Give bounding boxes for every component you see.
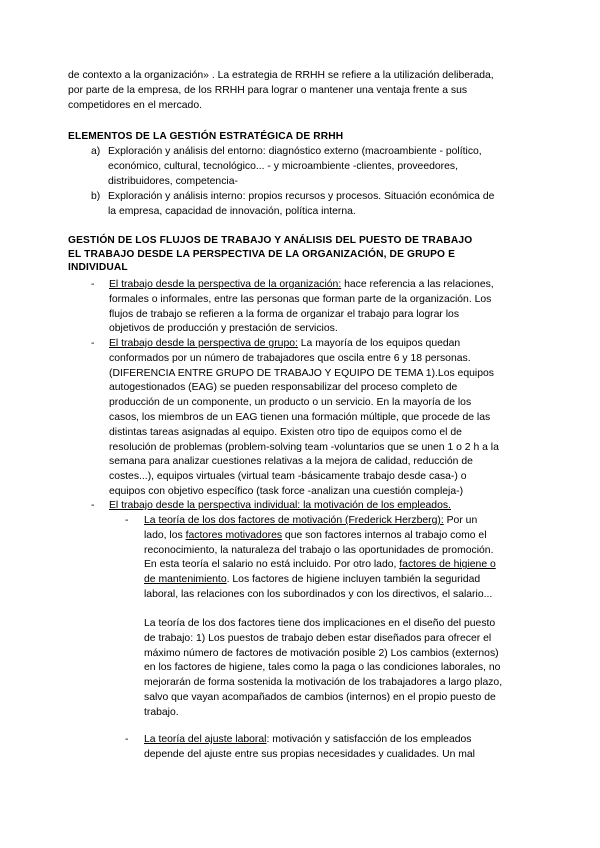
heading-line: GESTIÓN DE LOS FLUJOS DE TRABAJO Y ANÁLISIS DEL PUESTO DE TRABAJO	[68, 235, 473, 246]
paragraph-line: en los factores de higiene, tales como la paga o las condiciones laborales, no	[144, 662, 501, 674]
sub-bullet-text: que son factores internos al trabajo como el	[282, 529, 487, 541]
sub-bullet-text: lado, los	[144, 529, 186, 541]
intro-paragraph	[68, 69, 494, 113]
sub-bullet-text: . Los factores de higiene incluyen también la seguridad	[226, 574, 481, 586]
bullet-marker: -	[91, 279, 95, 290]
bullet-line: resolución de problemas (problem-solving team -voluntarios que se unen 1 o 2 h a la	[109, 441, 499, 453]
bullet-grupo	[91, 337, 499, 500]
bullet-marker: -	[91, 500, 95, 511]
list-item-line: económico, cultural, tecnológico... - y microambiente -clientes, proveedores,	[108, 160, 458, 172]
sub-bullet-text: En esta teoría el salario no está incluido. Por otro lado,	[144, 559, 400, 571]
sub-bullet-text: Por un	[443, 515, 478, 526]
list-item-line: Exploración y análisis interno: propios recursos y procesos. Situación económica de	[108, 191, 495, 202]
bullet-line: equipos con objetivo específico (task force -analizan una cuestión compleja-)	[109, 485, 464, 497]
bullet-line: distintas tareas asignadas al equipo. Existen otro tipo de equipos como el de	[109, 426, 462, 438]
heading-line: EL TRABAJO DESDE LA PERSPECTIVA DE LA ORGANIZACIÓN, DE GRUPO E	[68, 248, 456, 260]
paragraph-line: mejorarán de forma sostenida la motivación de los trabajadores a largo plazo,	[144, 677, 503, 689]
herzberg-implications	[144, 617, 502, 721]
list-item-a	[91, 145, 482, 189]
paragraph-line: máximo número de factores de motivación posible 2) Los cambios (externos)	[144, 647, 499, 659]
sub-bullet-title: La teoría del ajuste laboral	[144, 734, 267, 745]
list-marker: b)	[91, 191, 101, 202]
paragraph-line: La teoría de los dos factores tiene dos implicaciones en el diseño del puesto	[144, 618, 496, 629]
sub-bullet-line: laboral, las relaciones con los subordinados y con los directivos, el salario...	[144, 588, 493, 600]
list-item-line: la empresa, capacidad de innovación, política interna.	[108, 205, 356, 217]
bullet-line: semana para analizar cuestiones relativas a la mejora de calidad, reducción de	[109, 456, 473, 468]
sub-bullet-title: La teoría de los dos factores de motivación (Frederick Herzberg):	[144, 515, 444, 526]
term-factores-higiene: factores de higiene o	[399, 559, 496, 571]
bullet-title: El trabajo desde la perspectiva individual: la motivación de los empleados.	[109, 500, 451, 511]
bullet-title: El trabajo desde la perspectiva de grupo:	[109, 338, 298, 349]
bullet-line: objetivos de producción y prestación de servicios.	[109, 323, 338, 335]
list-item-line: Exploración y análisis del entorno: diagnóstico externo (macroambiente - político,	[108, 146, 482, 157]
sub-bullet-text: : motivación y satisfacción de los empleados	[266, 734, 472, 745]
intro-line: por parte de la empresa, de los RRHH para lograr o mantener una ventaja frente a sus	[68, 84, 468, 96]
list-marker: a)	[91, 146, 101, 157]
sub-bullet-marker: -	[125, 515, 129, 526]
bullet-line: formales o informales, entre las personas que forman parte de la organización. Los	[109, 293, 492, 305]
term-mantenimiento: de mantenimiento	[144, 574, 227, 586]
bullet-text: La mayoría de los equipos quedan	[297, 338, 461, 349]
bullet-line: costes...), equipos virtuales (virtual team -básicamente trabajo desde casa-) o	[109, 471, 467, 483]
sub-bullet-herzberg	[125, 514, 496, 603]
bullet-text: hace referencia a las relaciones,	[341, 279, 494, 290]
list-item-line: distribuidores, competencia-	[108, 175, 238, 187]
sub-bullet-ajuste-laboral	[125, 733, 475, 763]
bullet-marker: -	[91, 338, 95, 349]
section-heading-elementos: ELEMENTOS DE LA GESTIÓN ESTRATÉGICA DE RRHH	[68, 131, 344, 142]
paragraph-line: trabajo.	[144, 706, 179, 718]
sub-bullet-line: depende del ajuste entre sus propias necesidades y cualidades. Un mal	[144, 748, 475, 760]
paragraph-line: salvo que vayan acompañados de cambios (internos) en el propio puesto de	[144, 691, 496, 703]
bullet-line: autogestionados (EAG) se pueden responsabilizar del proceso completo de	[109, 382, 458, 394]
intro-line: de contexto a la organización» . La estrategia de RRHH se refiere a la utilización deliberada,	[68, 70, 494, 81]
term-factores-motivadores: factores motivadores	[185, 529, 283, 541]
sub-bullet-line: reconocimiento, la naturaleza del trabajo o las oportunidades de promoción.	[144, 544, 494, 556]
bullet-line: conformados por un número de trabajadores que oscila entre 6 y 18 personas.	[109, 352, 471, 364]
bullet-line: casos, los miembros de un EAG tienen una formación múltiple, que procede de las	[109, 411, 491, 423]
heading-line: INDIVIDUAL	[68, 262, 128, 273]
bullet-line: flujos de trabajo se refieren a la forma de organizar el trabajo para lograr los	[109, 308, 460, 320]
section-heading-flujos	[68, 234, 472, 275]
bullet-individual	[91, 499, 451, 514]
list-item-b	[91, 190, 494, 220]
paragraph-line: de trabajo: 1) Los puestos de trabajo deben estar diseñados para ofrecer el	[144, 632, 492, 644]
intro-line: competidores en el mercado.	[68, 99, 202, 111]
bullet-title: El trabajo desde la perspectiva de la organización:	[109, 279, 342, 290]
bullet-organizacion	[91, 278, 494, 337]
sub-bullet-marker: -	[125, 734, 129, 745]
bullet-line: producción de un componente, un producto o un servicio. En la mayoría de los	[109, 397, 472, 409]
bullet-line: (DIFERENCIA ENTRE GRUPO DE TRABAJO Y EQUIPO DE TEMA 1).Los equipos	[109, 367, 494, 379]
